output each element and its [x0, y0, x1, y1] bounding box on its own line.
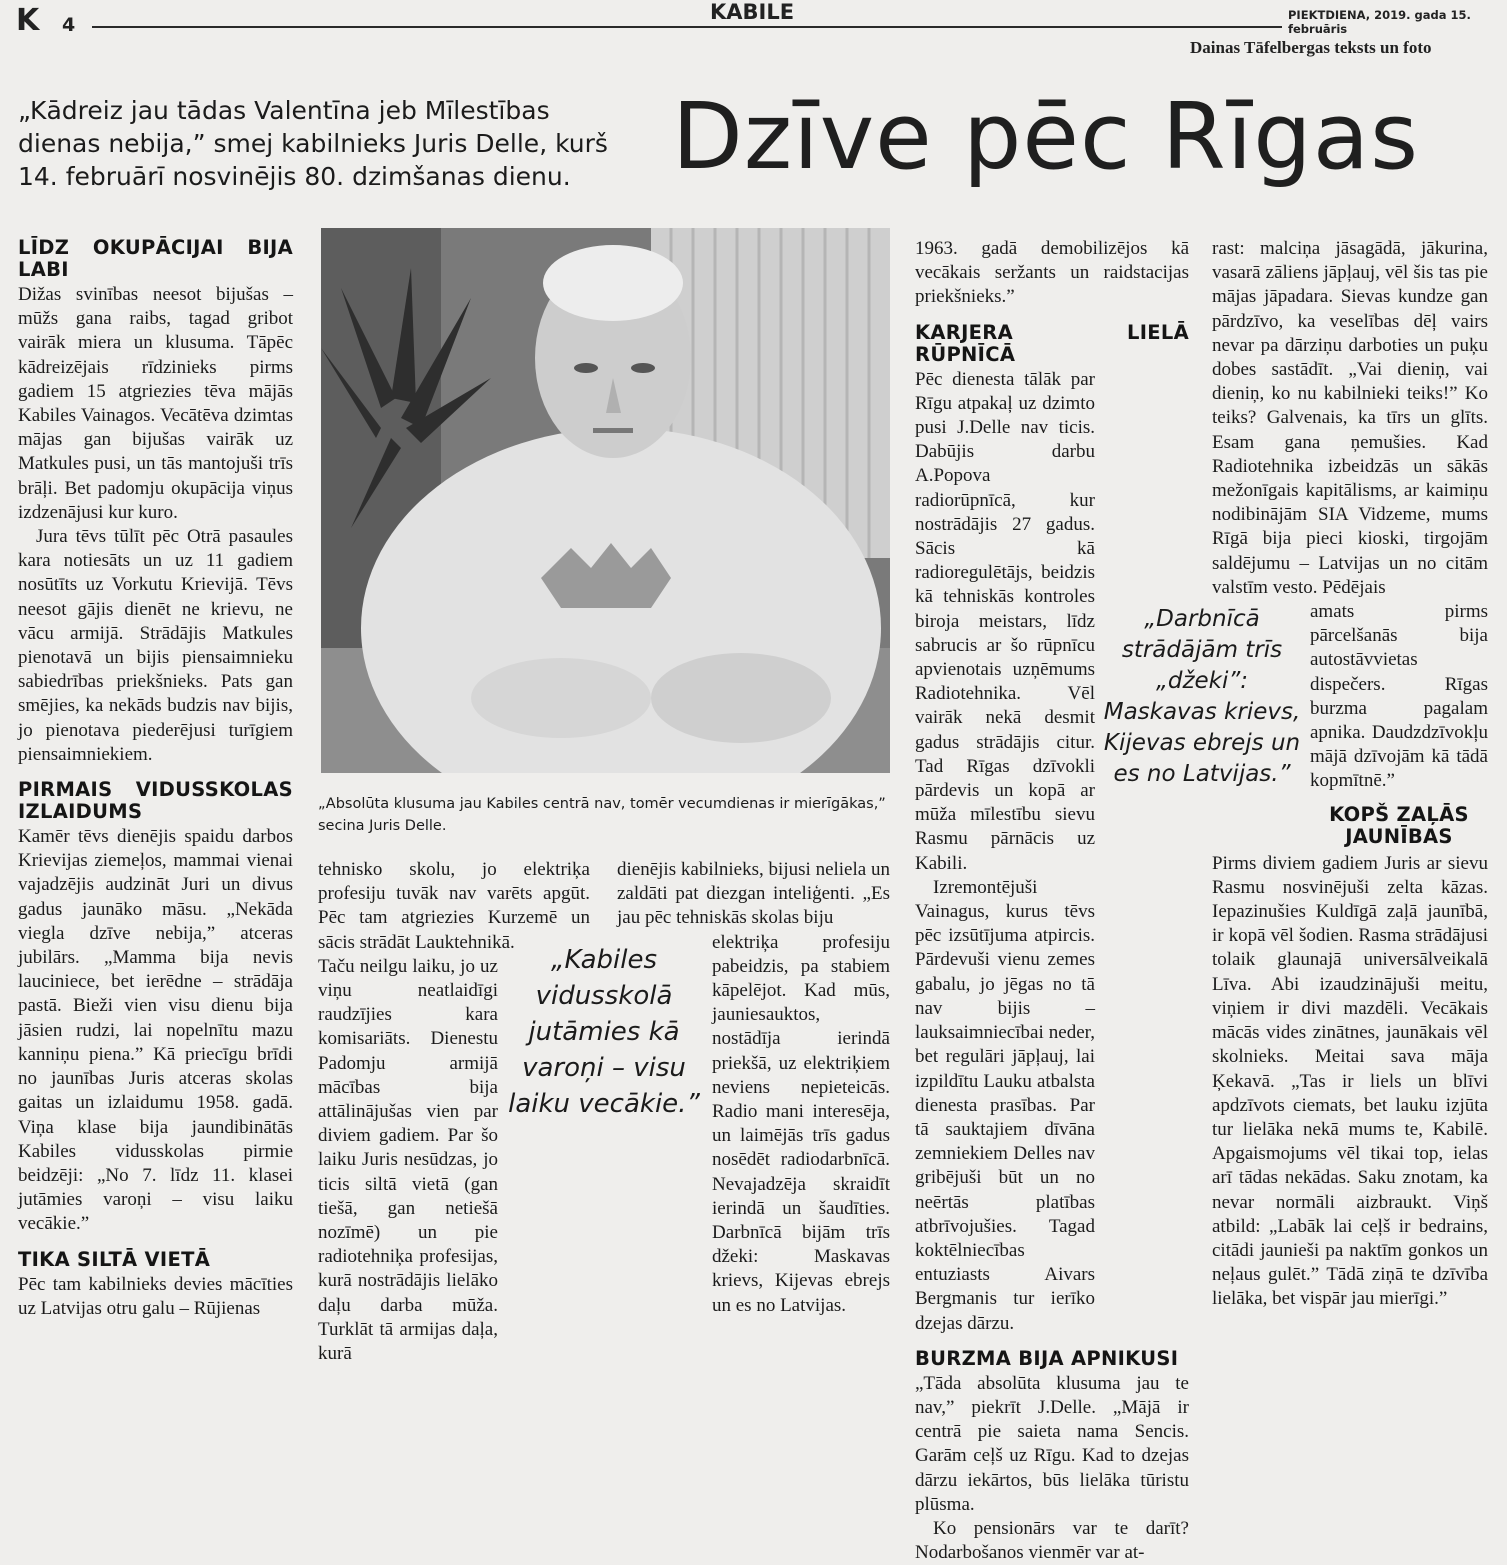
- photo-caption: „Absolūta klusuma jau Kabiles centrā nav, tomēr vecumdienas ir mierīgākas,” secina Juris Delle.: [318, 796, 886, 834]
- paragraph: elektriķa profesiju pabeidzis, pa stabiem kāpelējot. Kad mūs, jauniesauktos, nostādīja ierindā priekšā, uz elektriķiem neviens nepieteicās. Radio mani interesēja, un laimējās trīs gadus nosēdēt radiodarbnīcā. Nevajadzēja skraidīt ierindā un šaudīties. Darbnīcā bijām trīs džeki: Maskavas krievs, Kijevas ebrejs un es no Latvijas.: [712, 931, 890, 1316]
- paragraph: rast: malciņa jāsagādā, jākurina, vasarā zāliens jāpļauj, vēl šis tas pie mājas jāpadara. Sievas kundze gan pārdzīvo, ka veselības dēļ vairs nevar pa dārziņu darboties un puķu dobes sastādīt. „Vai dieniņ, vai dieniņ, ko nu kabilnieki teiks!” Ko teiks? Galvenais, ka tīrs un glīts. Esam gana ņemušies. Kad Radiotehnika izbeidzās un sākās mežonīgais kapitālisms, ar kaimiņu nodibinājām SIA Vidzeme, mums Rīgā bija pieci kioski, tirgojām saldējumu – Latvijas un no citām valstīm vesto. Pēdējais: [1212, 238, 1488, 598]
- article-lead: „Kādreiz jau tādas Valentīna jeb Mīlestības dienas nebija,” smej kabilnieks Juris Delle, kurš 14. februārī nosvinējis 80. dzimšanas dienu.: [18, 96, 608, 191]
- paragraph: amats pirms pārcelšanās bija autostāvvietas dispečers. Rīgas burzma pagalam apnika. Daudzdzīvokļu mājā dzīvojām kā tādā kopmītnē.”: [1310, 601, 1488, 792]
- column-1: [18, 237, 293, 1321]
- paragraph: Dižas svinības neesot bijušas – mūžs gana raibs, tagad gribot vairāk miera un klusuma. Tāpēc kādreizējais rīdzinieks pirms gadiem 15 atgriezies tēva mājās Kabiles Vainagos. Vecātēva dzimtas mājas gan bijušas vairāk uz Matkules pusi, un tās mantojuši trīs brāļi. Bet padomju okupācija viņus izdzenājusi kur kuro.: [18, 284, 293, 523]
- subheading-karjera: KARJERA LIELĀ RŪPNĪCĀ: [915, 320, 1189, 366]
- paragraph: dienējis kabilnieks, bijusi neliela un zaldāti pat diezgan inteliģenti. „Es jau pēc tehniskās skolas biju: [617, 859, 890, 929]
- issue-date: PIEKTDIENA, 2019. gada 15. februāris: [1282, 8, 1507, 36]
- subheading-silta-vieta: TIKA SILTĀ VIETĀ: [18, 1247, 211, 1271]
- paragraph: Jura tēvs tūlīt pēc Otrā pasaules kara notiesāts un uz 11 gadiem nosūtīts uz Vorkutu Krievijā. Tēvs neesot gājis dienēt ne krievu, ne vācu armijā. Strādājis Matkules pienotavā un bijis piensaimnieku sabiedrības priekšnieks. Pats gan smējies, ka nekāds budzis nav bijis, jo pienotava piederējusi turīgiem piensaimniekiem.: [18, 526, 293, 765]
- pullquote-kabiles: „Kabiles vidusskolā jutāmies kā varoņi – visu laiku vecākie.”: [508, 945, 700, 1119]
- paragraph: „Tāda absolūta klusuma jau te nav,” piekrīt J.Delle. „Mājā ir centrā pie saieta nama Sencis. Garām ceļš uz Rīgu. Kad to dzejas dārzu iekārtos, būs lielāka tūristu plūsma.: [915, 1372, 1189, 1515]
- column-4: [915, 237, 1189, 1565]
- article-title: Dzīve pēc Rīgas: [672, 83, 1420, 190]
- page-number: 4: [62, 14, 76, 36]
- paragraph: Pēc tam kabilnieks devies mācīties uz Latvijas otru galu – Rūjienas: [18, 1273, 293, 1319]
- byline: Dainas Tāfelbergas teksts un foto: [1190, 38, 1432, 57]
- pullquote-darbnica: „Darbnīcā strādājām trīs „džeki”: Maskavas krievs, Kijevas ebrejs un es no Latvijas.”: [1103, 606, 1301, 787]
- paragraph: tehnisko skolu, jo elektriķa profesiju tuvāk nav varēts apgūt. Pēc tam atgriezies Kurzemē un sācis strādāt Lauktehnikā.: [318, 859, 590, 953]
- paragraph: Taču neilgu laiku, jo uz viņu neatlaidīgi raudzījies kara komisariāts. Dienestu Padomju armijā mācības bija attālinājušas vien par diviem gadiem. Par šo laiku Juris nesūdzas, jo ticis siltā vietā (gan tiešā, gan netiešā nozīmē) un pie radiotehniķa profesijas, kurā nostrādājis lielāko daļu darba mūža. Turklāt tā armijas daļa, kurā: [318, 955, 498, 1365]
- paragraph: 1963. gadā demobilizējos kā vecākais seržants un raidstacijas priekšnieks.”: [915, 238, 1189, 308]
- section-name: KABILE: [700, 0, 804, 24]
- subheading-izlaidums: PIRMAIS VIDUSSKOLAS IZLAIDUMS: [18, 778, 293, 824]
- newspaper-logo: K: [16, 3, 40, 38]
- subheading-okupacija: LĪDZ OKUPĀCIJAI BIJA LABI: [18, 236, 293, 281]
- header-rule: [92, 26, 1488, 28]
- paragraph: Pēc dienesta tālāk par Rīgu atpakaļ uz dzimto pusi J.Delle nav ticis. Dabūjis darbu A.Popova radiorūpnīcā, kur nostrādājis 27 gadus. Sācis kā radioregulētājs, beidzis kā tehniskās kontroles biroja meistars, līdz sabrucis ar šo rūpnīcu apvienotais uzņēmums Radiotehnika. Vēl vairāk nekā desmit gadus strādājis citur. Tad Rīgas dzīvokli pārdevis un kopā ar mūža mīlestību sievu Rasmu pārnācis uz Kabili.: [915, 368, 1095, 874]
- subheading-burzma: BURZMA BIJA APNIKUSI: [915, 1346, 1179, 1370]
- paragraph: Ko pensionārs var te darīt? Nodarbošanos vienmēr var at-: [915, 1517, 1189, 1564]
- paragraph: Kamēr tēvs dienējis spaidu darbos Krievijas ziemeļos, mammai vienai vajadzējis audzināt Juri un divus gadus jaunāko māsu. „Nekāda viegla dzīve nebija,” atceras jubilārs. „Mamma bija nevis lauciniece, bet ierēdne – strādāja pastā. Bieži vien visu dienu bija jāsien rudzi, lai nopelnītu mazu kanniņu piena.” Kā priecīgu brīdi no jaunības Juris atceras skolas gaitas un izlaidumu 1958. gadā. Viņa klase bija jaundibinātās Kabiles vidusskolas pirmie beidzēji: „No 7. līdz 11. klasei jutāmies varoņi – visu laiku vecākie.”: [18, 826, 293, 1235]
- column-3: [617, 858, 890, 1318]
- subheading-jaunibas: KOPŠ ZAĻĀS JAUNĪBAS: [1329, 802, 1469, 848]
- paragraph: Pirms diviem gadiem Juris ar sievu Rasmu nosvinējuši zelta kāzas. Iepazinušies Kuldīgā zaļā jaunībā, ir kopā vēl šodien. Rasma strādājusi tolaik glaunajā universālveikalā Līva. Abi izaudzinājuši meitu, viņiem ir divi mazdēli. Vecākais mācās vides zinātnes, jaunākais vēl skolnieks. Meitai sava māja Ķekavā. „Tas ir liels un blīvi apdzīvots ciemats, bet lauku izjūta tur lielāka nekā mums te, Kabilē. Apgaismojums vēl tikai top, ielas arī tādas nekādas. Saku znotam, ka nevar normāli aizbraukt. Viņš atbild: „Labāk lai ceļš ir bedrains, citādi jaunieši pa naktīm gonkos un neļaus gulēt.” Tādā ziņā te dzīvība lielāka, bet vispār jau mierīgi.”: [1212, 852, 1488, 1310]
- paragraph: Izremontējuši Vainagus, kurus tēvs pēc izsūtījuma atpircis. Pārdevuši vienu zemes gabalu, jo jēgas no tā nav bijis – lauksaimniecībai neder, bet regulāri jāpļauj, lai izpildītu Lauku atbalsta dienesta prasības. Par tā sauktajiem dīvāna zemniekiem Delles nav gribējuši būt un no neērtās platības atbrīvojušies. Tagad koktēlniecības entuziasts Aivars Bergmanis tur ierīko dzejas dārzu.: [915, 876, 1095, 1334]
- column-5: [1212, 237, 1488, 1312]
- portrait-photo: [321, 228, 890, 773]
